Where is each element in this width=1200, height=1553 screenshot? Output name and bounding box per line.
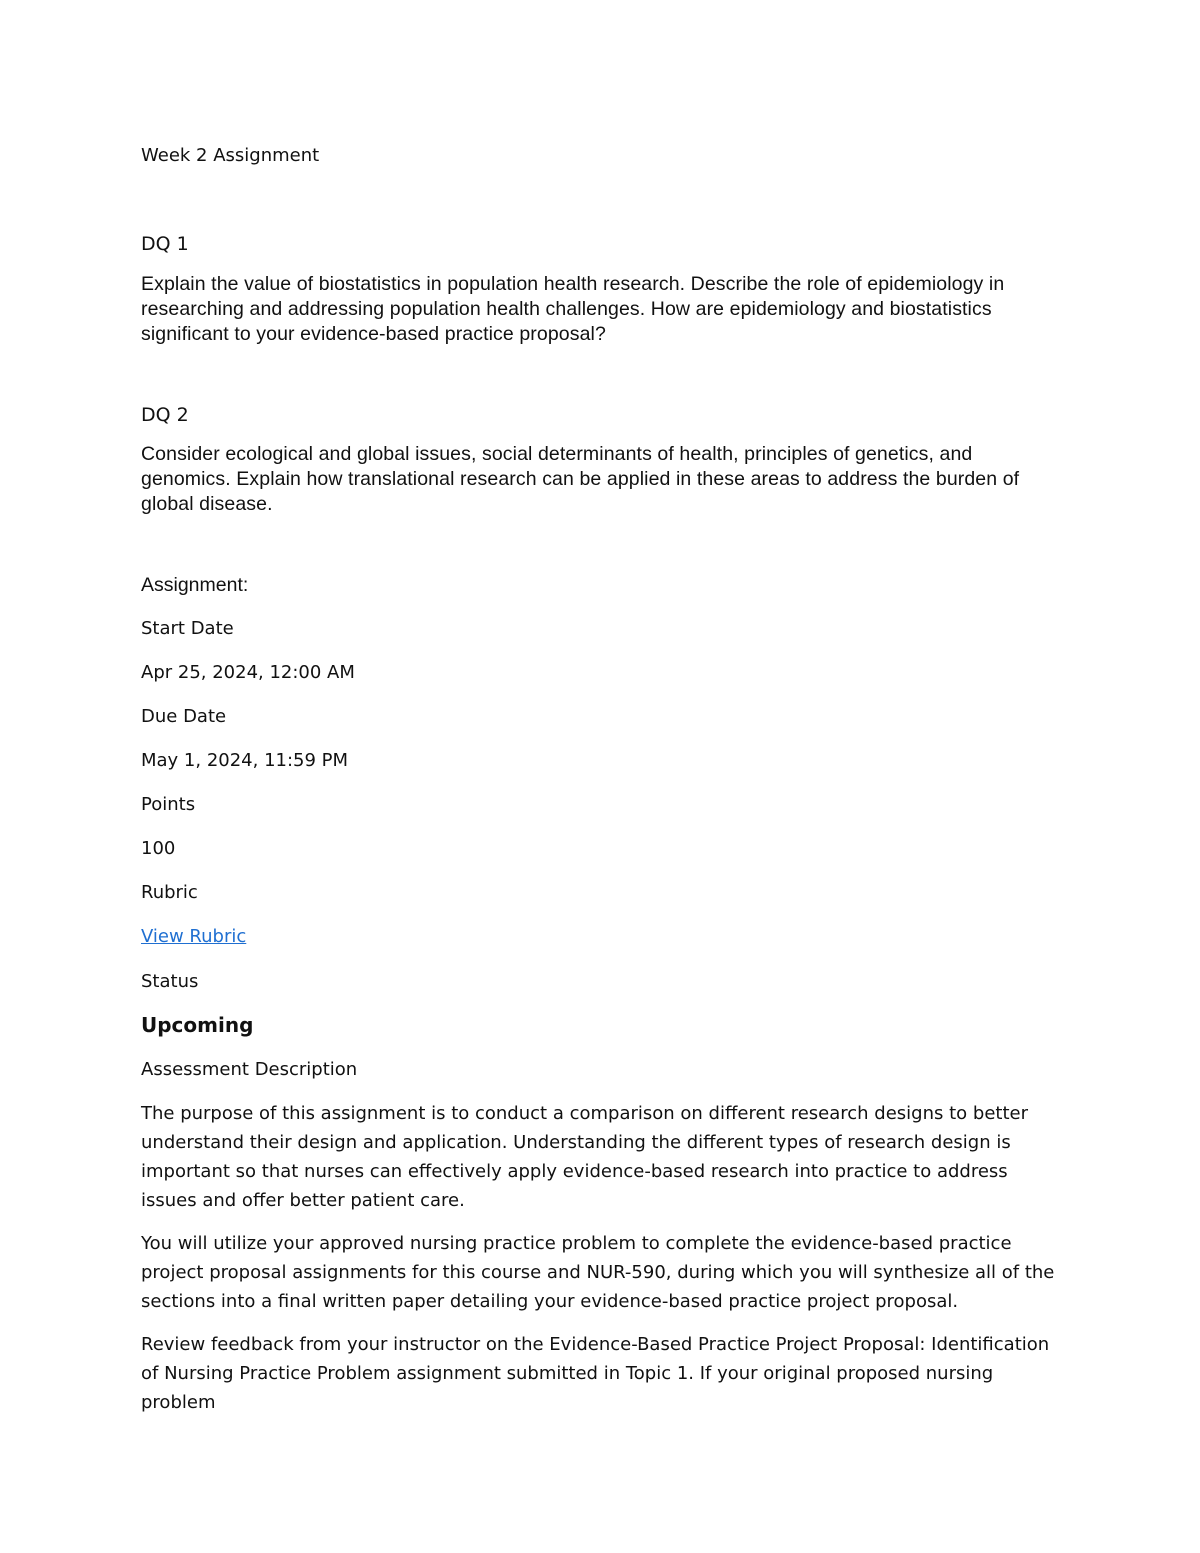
view-rubric-link[interactable]: View Rubric bbox=[141, 926, 247, 947]
rubric-label: Rubric bbox=[141, 882, 198, 903]
start-date-value: Apr 25, 2024, 12:00 AM bbox=[141, 662, 355, 683]
dq1-label: DQ 1 bbox=[141, 233, 189, 255]
description-paragraph-3: Review feedback from your instructor on the Evidence-Based Practice Project Proposal: Identification of Nursing Practice Problem assignment submitted in Topic 1. If your original proposed nursing problem bbox=[141, 1334, 1050, 1413]
start-date-label: Start Date bbox=[141, 618, 234, 639]
due-date-label: Due Date bbox=[141, 706, 227, 727]
dq2-text: Consider ecological and global issues, social determinants of health, principles of genetics, and genomics. Explain how translational research can be applied in these areas to address the burden of global disease. bbox=[141, 443, 1020, 515]
description-paragraph-2: You will utilize your approved nursing practice problem to complete the evidence-based practice project proposal assignments for this course and NUR-590, during which you will synthesize all of the sections into a final written paper detailing your evidence-based practice project proposal. bbox=[141, 1233, 1055, 1312]
assessment-description-heading: Assessment Description bbox=[141, 1059, 358, 1080]
assignment-heading: Assignment: bbox=[141, 574, 249, 596]
points-label: Points bbox=[141, 794, 196, 815]
status-value: Upcoming bbox=[141, 1013, 254, 1037]
dq1-text: Explain the value of biostatistics in population health research. Describe the role of epidemiology in researching and addressing population health challenges. How are epidemiology and biostatistics significant to your evidence-based practice proposal? bbox=[141, 273, 1005, 345]
status-label: Status bbox=[141, 971, 199, 992]
description-paragraph-1: The purpose of this assignment is to conduct a comparison on different research designs to better understand their design and application. Understanding the different types of research design is important so that nurses can effectively apply evidence-based research into practice to address issues and offer better patient care. bbox=[141, 1103, 1028, 1211]
document-title: Week 2 Assignment bbox=[141, 145, 320, 166]
due-date-value: May 1, 2024, 11:59 PM bbox=[141, 750, 349, 771]
points-value: 100 bbox=[141, 838, 176, 859]
dq2-label: DQ 2 bbox=[141, 404, 189, 426]
